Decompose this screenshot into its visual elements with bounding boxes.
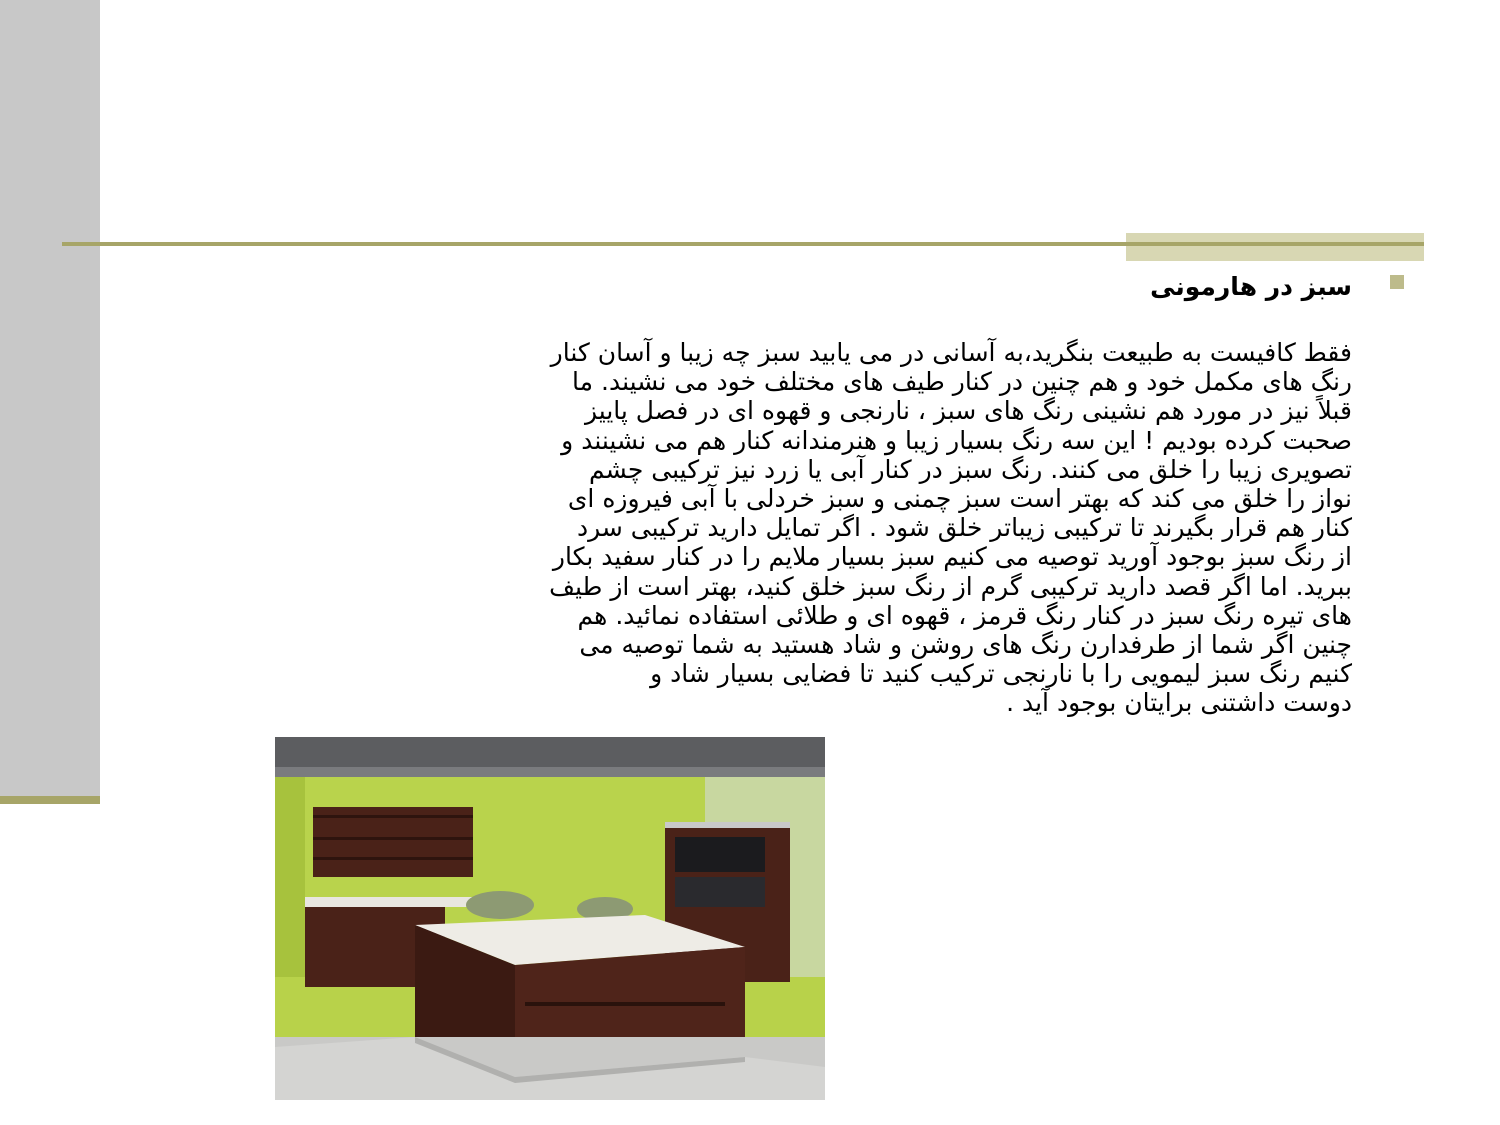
paragraph-line: فقط کافیست به طبیعت بنگرید،به آسانی در می یابید سبز چه زیبا و آسان کنار bbox=[550, 338, 1352, 367]
bullet-square-icon bbox=[1390, 275, 1404, 289]
paragraph-line: دوست داشتنی برایتان بوجود آید . bbox=[1006, 688, 1352, 718]
slide-title: سبز در هارمونی bbox=[1150, 272, 1352, 301]
kitchen-photo bbox=[275, 737, 825, 1100]
paragraph-line: صحبت کرده بودیم ! این سه رنگ بسیار زیبا و هنرمندانه کنار هم می نشینند و bbox=[561, 425, 1352, 455]
left-decorative-bar bbox=[0, 0, 100, 798]
paragraph-line: قبلاً نیز در مورد هم نشینی رنگ های سبز ، نارنجی و قهوه ای در فصل پاییز bbox=[584, 396, 1352, 426]
paragraph-line: کنیم رنگ سبز لیمویی را با نارنجی ترکیب کنید تا فضایی بسیار شاد و bbox=[650, 659, 1352, 689]
paragraph-line: نواز را خلق می کند که بهتر است سبز چمنی و سبز خردلی با آبی فیروزه ای bbox=[567, 484, 1352, 513]
header-rule-accent bbox=[1126, 233, 1424, 261]
paragraph-line: چنین اگر شما از طرفدارن رنگ های روشن و شاد هستید به شما توصیه می bbox=[579, 630, 1352, 659]
paragraph-line: از رنگ سبز بوجود آورید توصیه می کنیم سبز بسیار ملایم را در کنار سفید بکار bbox=[552, 542, 1352, 572]
left-bar-underline bbox=[0, 796, 100, 804]
paragraph-line: های تیره رنگ سبز در کنار رنگ قرمز ، قهوه ای و طلائی استفاده نمائید. هم bbox=[577, 600, 1352, 630]
paragraph-line: تصویری زیبا را خلق می کنند. رنگ سبز در کنار آبی یا زرد نیز ترکیبی چشم bbox=[588, 454, 1352, 484]
paragraph-line: ببرید. اما اگر قصد دارید ترکیبی گرم از رنگ سبز خلق کنید، بهتر است از طیف bbox=[549, 571, 1352, 601]
kitchen-photo-svg bbox=[275, 737, 825, 1100]
paragraph-line: کنار هم قرار بگیرند تا ترکیبی زیباتر خلق شود . اگر تمایل دارید ترکیبی سرد bbox=[576, 513, 1352, 543]
paragraph-line: رنگ های مکمل خود و هم چنین در کنار طیف های مختلف خود می نشیند. ما bbox=[572, 367, 1352, 397]
header-rule-accent-line bbox=[1126, 242, 1424, 246]
